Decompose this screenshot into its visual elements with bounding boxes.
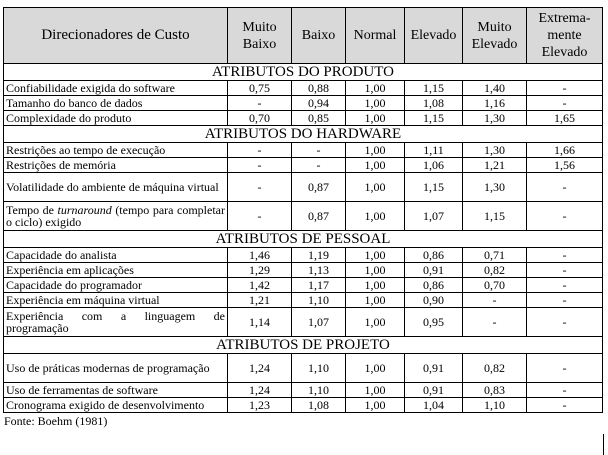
multiplier-low: 0,87	[292, 173, 346, 202]
multiplier-nominal: 1,00	[346, 143, 405, 158]
multiplier-nominal: 1,00	[346, 383, 405, 398]
multiplier-very-high: -	[463, 293, 527, 308]
cost-driver-label: Complexidade do produto	[4, 111, 228, 126]
multiplier-very-low: 1,29	[228, 263, 292, 278]
multiplier-very-high: 1,10	[463, 398, 527, 413]
table-row	[4, 308, 603, 337]
section-header-row	[4, 337, 603, 354]
header-high: Elevado	[405, 8, 463, 64]
cost-driver-label: Tempo de turnaround (tempo para completar o ciclo) exigido	[4, 202, 228, 231]
multiplier-very-high: 0,71	[463, 248, 527, 263]
multiplier-high: 0,86	[405, 278, 463, 293]
multiplier-low: 1,10	[292, 293, 346, 308]
cost-driver-label: Capacidade do programador	[4, 278, 228, 293]
multiplier-nominal: 1,00	[346, 293, 405, 308]
multiplier-very-high: 1,30	[463, 173, 527, 202]
header-driver: Direcionadores de Custo	[4, 8, 228, 64]
table-row	[4, 263, 603, 278]
multiplier-low: 0,87	[292, 202, 346, 231]
multiplier-nominal: 1,00	[346, 173, 405, 202]
cost-driver-label: Uso de ferramentas de software	[4, 383, 228, 398]
multiplier-nominal: 1,00	[346, 248, 405, 263]
table-row	[4, 248, 603, 263]
multiplier-high: 1,08	[405, 96, 463, 111]
header-extra-high: Extrema- mente Elevado	[527, 8, 603, 64]
section-title: ATRIBUTOS DO PRODUTO	[4, 64, 603, 81]
table-row	[4, 96, 603, 111]
multiplier-very-high: 0,70	[463, 278, 527, 293]
multiplier-very-high: 1,30	[463, 143, 527, 158]
multiplier-very-low: 1,46	[228, 248, 292, 263]
table-row	[4, 158, 603, 173]
multiplier-nominal: 1,00	[346, 278, 405, 293]
multiplier-high: 1,15	[405, 111, 463, 126]
header-very-high: Muito Elevado	[463, 8, 527, 64]
multiplier-extra-high: -	[527, 81, 603, 96]
section-title: ATRIBUTOS DE PROJETO	[4, 337, 603, 354]
multiplier-very-high: 1,21	[463, 158, 527, 173]
section-header-row	[4, 126, 603, 143]
multiplier-low: 0,94	[292, 96, 346, 111]
multiplier-nominal: 1,00	[346, 263, 405, 278]
table-row	[4, 111, 603, 126]
multiplier-very-high: 1,40	[463, 81, 527, 96]
header-very-low: Muito Baixo	[228, 8, 292, 64]
multiplier-low: -	[292, 143, 346, 158]
multiplier-very-low: 1,23	[228, 398, 292, 413]
multiplier-very-low: 1,21	[228, 293, 292, 308]
page-edge-line	[603, 434, 604, 455]
multiplier-very-low: -	[228, 173, 292, 202]
cost-driver-label: Restrições ao tempo de execução	[4, 143, 228, 158]
multiplier-high: 0,91	[405, 354, 463, 383]
section-header-row	[4, 64, 603, 81]
multiplier-high: 1,06	[405, 158, 463, 173]
section-title: ATRIBUTOS DE PESSOAL	[4, 231, 603, 248]
multiplier-high: 0,95	[405, 308, 463, 337]
cost-driver-label: Tamanho do banco de dados	[4, 96, 228, 111]
multiplier-very-low: 1,24	[228, 383, 292, 398]
table-row	[4, 173, 603, 202]
multiplier-extra-high: -	[527, 173, 603, 202]
table-row	[4, 81, 603, 96]
multiplier-nominal: 1,00	[346, 158, 405, 173]
table-row	[4, 143, 603, 158]
multiplier-extra-high: -	[527, 96, 603, 111]
header-low: Baixo	[292, 8, 346, 64]
multiplier-very-high: 0,82	[463, 263, 527, 278]
multiplier-nominal: 1,00	[346, 81, 405, 96]
multiplier-very-low: -	[228, 96, 292, 111]
multiplier-very-high: 0,82	[463, 354, 527, 383]
cost-driver-label: Confiabilidade exigida do software	[4, 81, 228, 96]
multiplier-high: 1,11	[405, 143, 463, 158]
multiplier-very-high: -	[463, 308, 527, 337]
multiplier-very-low: -	[228, 143, 292, 158]
multiplier-very-low: -	[228, 158, 292, 173]
section-header-row	[4, 231, 603, 248]
multiplier-low: 0,85	[292, 111, 346, 126]
multiplier-high: 1,04	[405, 398, 463, 413]
multiplier-very-high: 1,16	[463, 96, 527, 111]
section-title: ATRIBUTOS DO HARDWARE	[4, 126, 603, 143]
multiplier-nominal: 1,00	[346, 398, 405, 413]
multiplier-low: 0,88	[292, 81, 346, 96]
multiplier-very-high: 1,30	[463, 111, 527, 126]
multiplier-extra-high: -	[527, 308, 603, 337]
cost-drivers-document	[3, 7, 602, 428]
table-row	[4, 202, 603, 231]
multiplier-high: 1,15	[405, 81, 463, 96]
multiplier-high: 1,15	[405, 173, 463, 202]
multiplier-low: 1,07	[292, 308, 346, 337]
table-row	[4, 293, 603, 308]
header-nominal: Normal	[346, 8, 405, 64]
multiplier-extra-high: -	[527, 398, 603, 413]
multiplier-nominal: 1,00	[346, 354, 405, 383]
table-row	[4, 354, 603, 383]
multiplier-very-high: 0,83	[463, 383, 527, 398]
cost-driver-label: Volatilidade do ambiente de máquina virtual	[4, 173, 228, 202]
multiplier-low: 1,10	[292, 383, 346, 398]
cost-driver-label: Uso de práticas modernas de programação	[4, 354, 228, 383]
multiplier-very-low: 0,75	[228, 81, 292, 96]
table-row	[4, 278, 603, 293]
multiplier-very-low: 1,14	[228, 308, 292, 337]
multiplier-extra-high: 1,65	[527, 111, 603, 126]
multiplier-low: -	[292, 158, 346, 173]
multiplier-nominal: 1,00	[346, 202, 405, 231]
multiplier-nominal: 1,00	[346, 111, 405, 126]
multiplier-low: 1,17	[292, 278, 346, 293]
source-note: Fonte: Boehm (1981)	[4, 414, 108, 428]
cost-driver-label: Cronograma exigido de desenvolvimento	[4, 398, 228, 413]
multiplier-extra-high: 1,66	[527, 143, 603, 158]
table-header-row	[4, 8, 603, 64]
cost-driver-label: Restrições de memória	[4, 158, 228, 173]
multiplier-extra-high: -	[527, 248, 603, 263]
multiplier-nominal: 1,00	[346, 308, 405, 337]
multiplier-very-low: 1,24	[228, 354, 292, 383]
multiplier-extra-high: -	[527, 278, 603, 293]
multiplier-low: 1,08	[292, 398, 346, 413]
cost-driver-label: Experiência com a linguagem de programação	[4, 308, 228, 337]
multiplier-very-low: -	[228, 202, 292, 231]
multiplier-low: 1,13	[292, 263, 346, 278]
turnaround-term: turnaround	[57, 203, 112, 217]
multiplier-high: 0,90	[405, 293, 463, 308]
table-row	[4, 383, 603, 398]
cost-driver-label: Experiência em aplicações	[4, 263, 228, 278]
multiplier-extra-high: -	[527, 293, 603, 308]
multiplier-very-high: 1,15	[463, 202, 527, 231]
multiplier-extra-high: -	[527, 202, 603, 231]
multiplier-extra-high: -	[527, 383, 603, 398]
multiplier-extra-high: -	[527, 263, 603, 278]
multiplier-high: 1,07	[405, 202, 463, 231]
cost-driver-label: Experiência em máquina virtual	[4, 293, 228, 308]
multiplier-high: 0,91	[405, 383, 463, 398]
multiplier-very-low: 1,42	[228, 278, 292, 293]
multiplier-nominal: 1,00	[346, 96, 405, 111]
multiplier-high: 0,91	[405, 263, 463, 278]
multiplier-extra-high: -	[527, 354, 603, 383]
table-row	[4, 398, 603, 413]
multiplier-high: 0,86	[405, 248, 463, 263]
multiplier-extra-high: 1,56	[527, 158, 603, 173]
multiplier-low: 1,10	[292, 354, 346, 383]
cost-drivers-table	[3, 7, 603, 413]
multiplier-very-low: 0,70	[228, 111, 292, 126]
table-body	[4, 64, 603, 413]
cost-driver-label: Capacidade do analista	[4, 248, 228, 263]
multiplier-low: 1,19	[292, 248, 346, 263]
